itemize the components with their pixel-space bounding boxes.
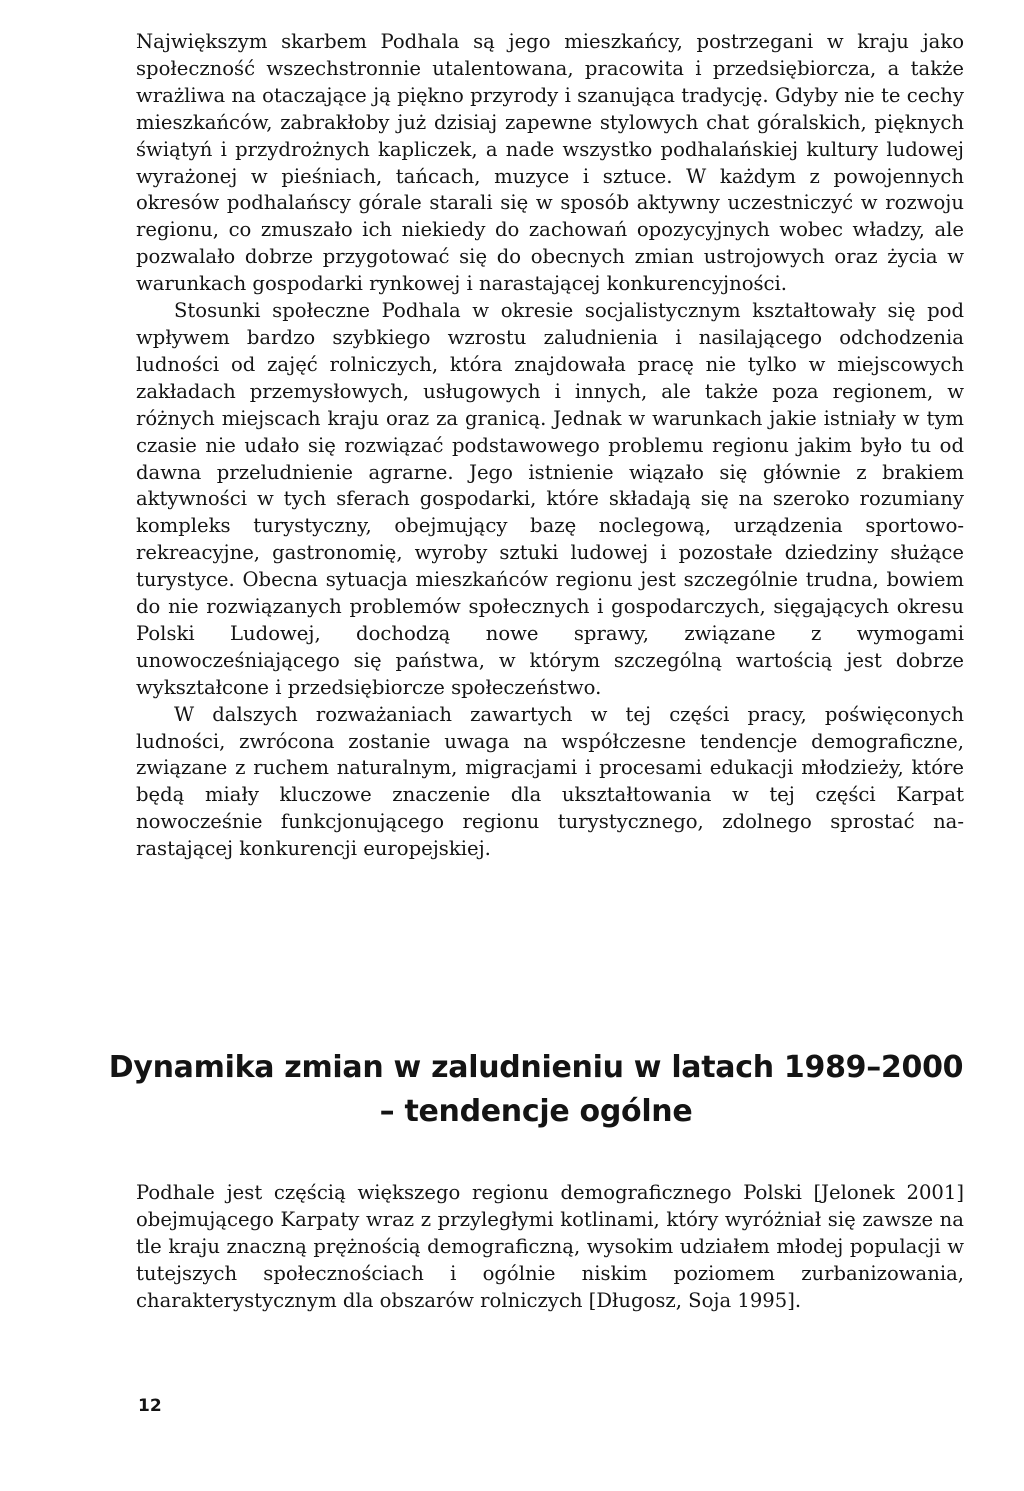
paragraph-inhabitants: Największym skarbem Podhala są jego mieszkańcy, postrzegani w kraju jako społeczność wszechstronnie utalentowana, pracowita i przedsiębiorcza, a także wrażliwa na otaczające ją piękno przyrody i szanująca tradycję. Gdyby nie te cechy mieszkańców, zabrakłoby już dzisiaj zapewne stylowych chat góralskich, pięknych świątyń i przydrożnych kapliczek, a nade wszystko podhalańskiej kultury ludowej wyrażonej w pieśniach, tańcach, muzyce i sztuce. W każdym z powojennych okresów podhalańscy górale starali się w sposób aktywny uczestniczyć w rozwoju regionu, co zmuszało ich niekiedy do zachowań opozycyjnych wobec władzy, ale pozwalało dobrze przygotować się do obecnych zmian ustrojowych oraz życia w warunkach gospodarki rynkowej i narastającej konkurencyjności. (136, 30, 964, 296)
paragraph-further-considerations: W dalszych rozważaniach zawartych w tej części pracy, poświęconych ludności, zwrócona zostanie uwaga na współczesne tendencje demograficzne, związane z ruchem naturalnym, migracjami i procesami edukacji młodzieży, które będą miały kluczowe znaczenie dla ukształtowania w tej części Karpat nowocześnie funkcjonującego regionu turystycznego, zdolnego sprostać narastającej konkurencji europejskiej. (136, 702, 964, 861)
page-number: 12 (138, 1396, 162, 1416)
section-heading-line-2: – tendencje ogólne (379, 1094, 693, 1129)
paragraph-demographic-region: Podhale jest częścią większego regionu demograficznego Polski [Jelonek 2001] obejmującego Karpaty wraz z przyległymi kotlinami, który wyróżniał się zawsze na tle kraju znaczną prężnością demograficzną, wysokim udziałem młodej populacji w tutejszych społecznościach i ogólnie niskim poziomem zurbanizowania, charakterystycznym dla obszarów rolniczych [Długosz, Soja 1995]. (136, 1181, 964, 1312)
section-heading-line-1: Dynamika zmian w zaludnieniu w latach 1989–2000 (108, 1050, 964, 1085)
body-text-top (136, 29, 964, 863)
paragraph-social-relations: Stosunki społeczne Podhala w okresie socjalistycznym kształtowały się pod wpływem bardzo szybkiego wzrostu zaludnienia i nasilającego odchodzenia ludności od zajęć rolniczych, która znajdowała pracę nie tylko w miejscowych zakładach przemysłowych, usługowych i innych, ale także poza regionem, w różnych miejscach kraju oraz za granicą. Jednak w warunkach jakie istniały w tym czasie nie udało się rozwiązać podstawowego problemu regionu jakim było tu od dawna przeludnienie agrarne. Jego istnienie wiązało się głównie z brakiem aktywności w tych sferach gospodarki, które składają się na szeroko rozumiany kompleks turystyczny, obejmujący bazę noclegową, urządzenia sportowo-rekreacyjne, gastronomię, wyroby sztuki ludowej i pozostałe dziedziny służące turystyce. Obecna sytuacja mieszkańców regionu jest szczególnie trudna, bowiem do nie rozwiązanych problemów społecznych i gospodarczych, sięgających okresu Polski Ludowej, dochodzą nowe sprawy, związane z wymogami unowocześniającego się państwa, w którym szczególną wartością jest dobrze wykształcone i przedsiębiorcze społeczeństwo. (136, 299, 964, 699)
body-text-bottom (136, 1180, 964, 1315)
section-heading (96, 1046, 976, 1134)
